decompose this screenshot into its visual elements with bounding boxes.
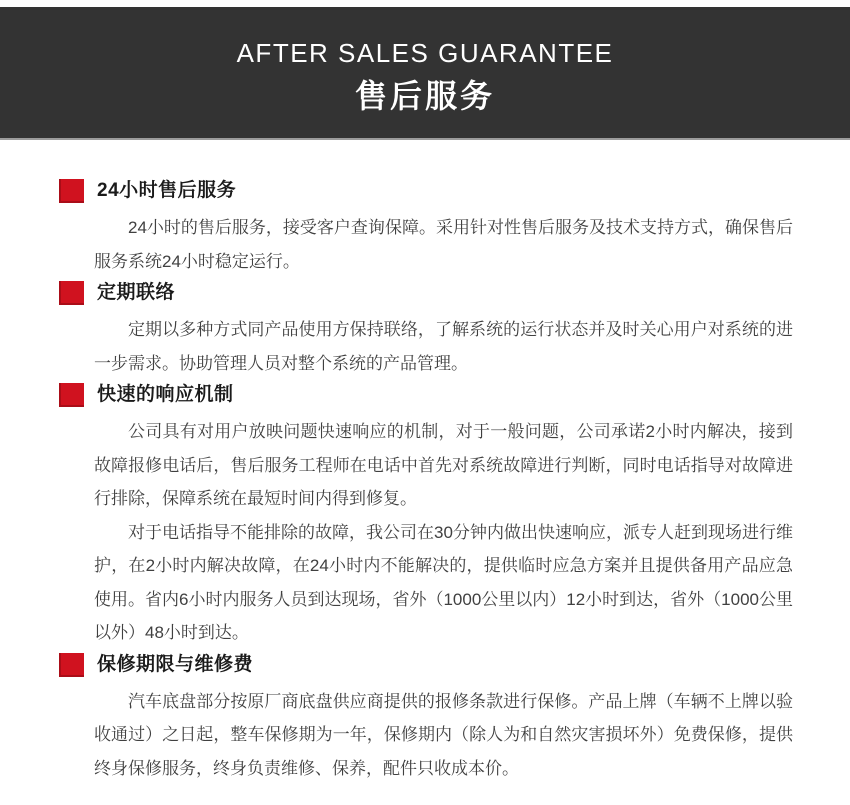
red-square-bullet-icon xyxy=(59,281,84,305)
section-heading-row xyxy=(59,179,793,203)
service-section xyxy=(59,281,793,380)
red-square-bullet-icon xyxy=(59,653,84,677)
sections-container xyxy=(0,140,850,785)
section-heading-row xyxy=(59,653,793,677)
section-heading-row xyxy=(59,281,793,305)
header-banner xyxy=(0,7,850,140)
section-paragraph: 对于电话指导不能排除的故障，我公司在30分钟内做出快速响应，派专人赶到现场进行维护，在2小时内解决故障，在24小时内不能解决的，提供临时应急方案并且提供备用产品应急使用。省内6小时内服务人员到达现场，省外（1000公里以内）12小时到达，省外（1000公里以外）48小时到达。 xyxy=(94,522,793,642)
section-heading: 定期联络 xyxy=(97,282,176,303)
service-section xyxy=(59,179,793,278)
section-heading: 快速的响应机制 xyxy=(97,384,234,405)
section-heading: 24小时售后服务 xyxy=(97,180,237,201)
section-paragraph: 公司具有对用户放映问题快速响应的机制，对于一般问题，公司承诺2小时内解决，接到故障报修电话后，售后服务工程师在电话中首先对系统故障进行判断，同时电话指导对故障进行排除，保障系统在最短时间内得到修复。 xyxy=(94,422,793,508)
section-paragraph: 24小时的售后服务，接受客户查询保障。采用针对性售后服务及技术支持方式，确保售后服务系统24小时稳定运行。 xyxy=(94,218,793,271)
section-paragraph: 定期以多种方式同产品使用方保持联络，了解系统的运行状态并及时关心用户对系统的进一步需求。协助管理人员对整个系统的产品管理。 xyxy=(94,320,793,373)
service-section xyxy=(59,383,793,650)
header-title-en: AFTER SALES GUARANTEE xyxy=(236,38,614,69)
red-square-bullet-icon xyxy=(59,383,84,407)
red-square-bullet-icon xyxy=(59,179,84,203)
section-heading: 保修期限与维修费 xyxy=(97,653,254,675)
header-title-zh: 售后服务 xyxy=(354,77,495,114)
section-paragraph: 汽车底盘部分按原厂商底盘供应商提供的报修条款进行保修。产品上牌（车辆不上牌以验收通过）之日起，整车保修期为一年，保修期内（除人为和自然灾害损坏外）免费保修，提供终身保修服务，终身负责维修、保养，配件只收成本价。 xyxy=(94,691,793,778)
section-heading-row xyxy=(59,383,793,407)
service-section xyxy=(59,653,793,786)
